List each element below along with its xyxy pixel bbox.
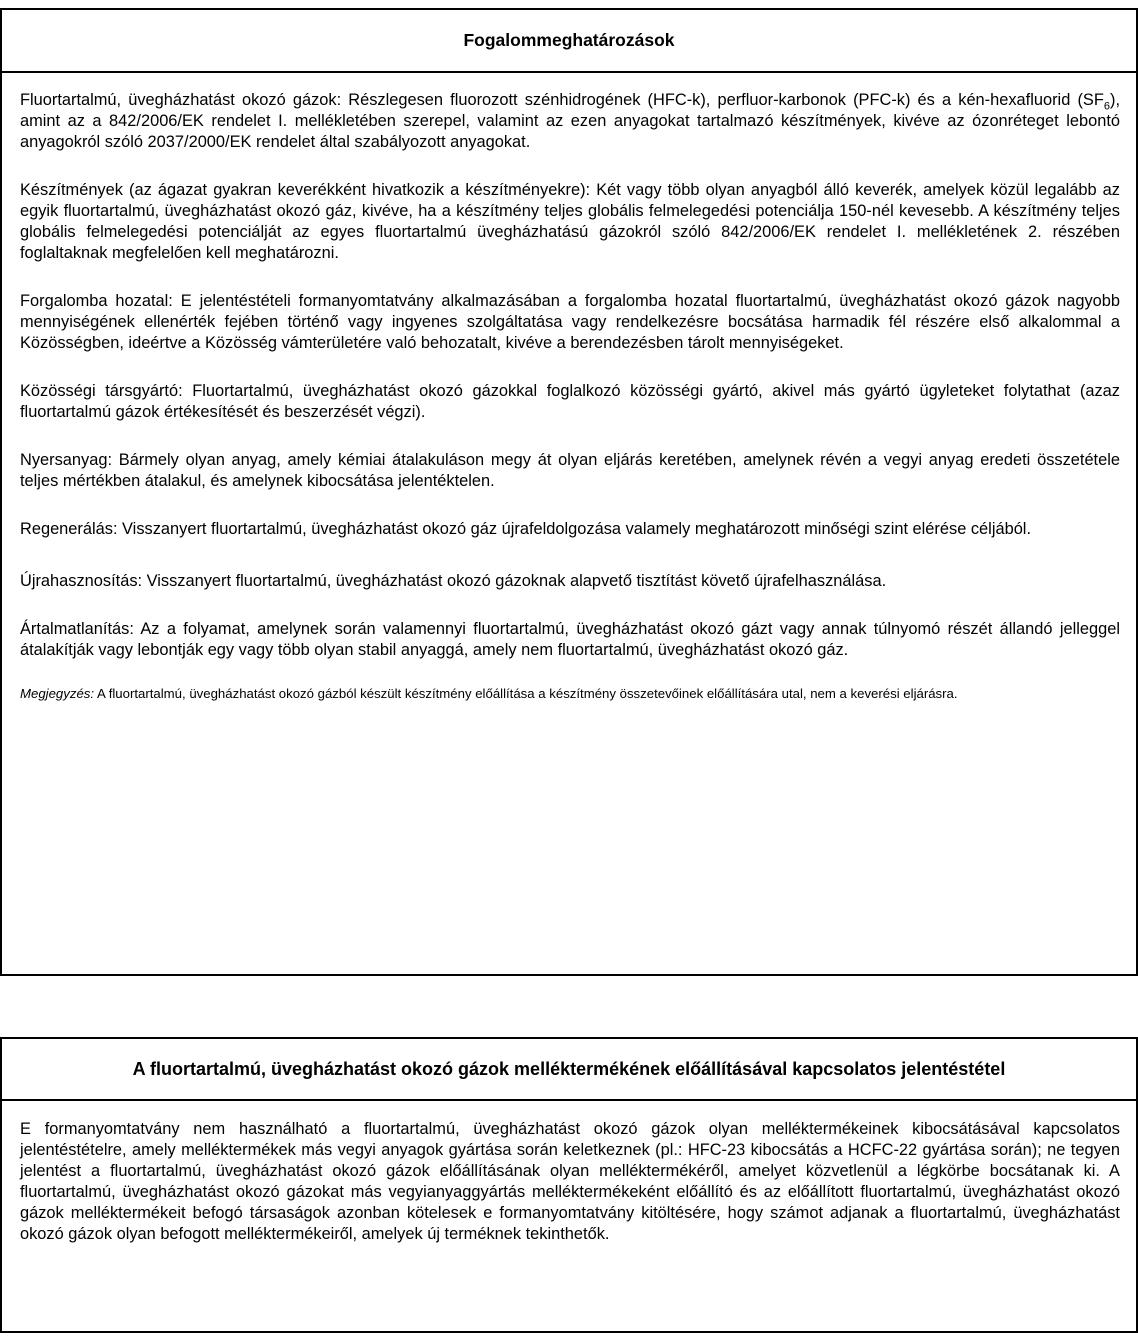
definition-placing-on-market: Forgalomba hozatal: E jelentéstételi formanyomtatvány alkalmazásában a forgalomba hozatal fluortartalmú, üvegházhatást okozó gázok nagyobb mennyiségének ellenérték fejében történő vagy ingyenes szolgáltatása vagy rendelkezésre bocsátása harmadik fél részére első alkalommal a Közösségben, ideértve a Közösség vámterületére való behozatalt, kivéve a berendezésben tárolt mennyiségeket. bbox=[20, 292, 1120, 352]
definition-co-producer: Közösségi társgyártó: Fluortartalmú, üvegházhatást okozó gázokkal foglalkozó közösségi gyártó, akivel más gyártó ügyleteket folytathat (azaz fluortartalmú gázok értékesítését és beszerzését végzi). bbox=[20, 382, 1120, 421]
definition-text: ), amint az a 842/2006/EK rendelet I. mellékletében szerepel, valamint az ezen anyagokat tartalmazó készítmények, kivéve az ózonréteget lebontó anyagokról szóló 2037/2000/EK rendelet által szabályozott anyagokat. bbox=[20, 91, 1120, 151]
definitions-body bbox=[2, 73, 1136, 703]
subscript: 6 bbox=[1103, 100, 1110, 113]
definition-destruction: Ártalmatlanítás: Az a folyamat, amelynek során valamennyi fluortartalmú, üvegházhatást okozó gázt vagy annak túlnyomó részét állandó jelleggel átalakítják vagy lebontják egy vagy több olyan stabil anyaggá, amely nem fluortartalmú, üvegházhatást okozó gáz. bbox=[20, 620, 1120, 659]
definition-recycling: Újrahasznosítás: Visszanyert fluortartalmú, üvegházhatást okozó gázoknak alapvető tisztítást követő újrafelhasználása. bbox=[20, 572, 887, 590]
definition-text: Fluortartalmú, üvegházhatást okozó gázok: Részlegesen fluorozott szénhidrogének (HFC-k), perfluor-karbonok (PFC-k) és a kén-hexafluorid (SF bbox=[20, 91, 1104, 109]
byproduct-box bbox=[0, 1037, 1138, 1333]
note bbox=[20, 684, 1120, 703]
definition-fluorinated-gases bbox=[20, 90, 1120, 153]
byproduct-body bbox=[2, 1101, 1136, 1245]
definition-feedstock: Nyersanyag: Bármely olyan anyag, amely kémiai átalakuláson megy át olyan eljárás keretében, amelynek révén a vegyi anyag eredeti összetétele teljes mértékben átalakul, és amelynek kibocsátása jelentéktelen. bbox=[20, 451, 1120, 490]
definition-preparations: Készítmények (az ágazat gyakran keverékként hivatkozik a készítményekre): Két vagy több olyan anyagból álló keverék, amelyek közül legalább az egyik fluortartalmú, üvegházhatást okozó gáz, kivéve, ha a készítmény teljes globális felmelegedési potenciálja 150-nél kevesebb. A készítmény teljes globális felmelegedési potenciálját az egyes fluortartalmú üvegházhatású gázokról szóló 842/2006/EK rendelet I. mellékletének 2. részében foglaltaknak megfelelően kell meghatározni. bbox=[20, 181, 1120, 262]
byproduct-text: E formanyomtatvány nem használható a fluortartalmú, üvegházhatást okozó gázok olyan melléktermékeinek kibocsátásával kapcsolatos jelentéstételre, amely melléktermékek más vegyi anyagok gyártása során keletkeznek (pl.: HFC-23 kibocsátás a HCFC-22 gyártása során); ne tegyen jelentést a fluortartalmú, üvegházhatást okozó gázok előállításának olyan melléktermékéről, amelyet közvetlenül a légkörbe bocsátanak ki. A fluortartalmú, üvegházhatást okozó gázokat más vegyianyaggyártás melléktermékeként előállító és az előállított fluortartalmú, üvegházhatást okozó gázok melléktermékeit befogó társaságok azonban kötelesek e formanyomtatvány kitöltésére, hogy számot adjanak a fluortartalmú, üvegházhatást okozó gázok olyan befogott melléktermékeiről, amelyek új terméknek tekinthetők. bbox=[20, 1120, 1120, 1243]
definitions-box bbox=[0, 8, 1138, 976]
note-label: Megjegyzés: bbox=[20, 686, 95, 701]
definition-reclamation: Regenerálás: Visszanyert fluortartalmú, üvegházhatást okozó gáz újrafeldolgozása valamely meghatározott minőségi szint elérése céljából. bbox=[20, 520, 1032, 538]
note-text: A fluortartalmú, üvegházhatást okozó gázból készült készítmény előállítása a készítmény összetevőinek előállítására utal, nem a keverési eljárásra. bbox=[94, 686, 958, 701]
definitions-title: Fogalommeghatározások bbox=[2, 10, 1136, 73]
byproduct-title: A fluortartalmú, üvegházhatást okozó gázok melléktermékének előállításával kapcsolatos jelentéstétel bbox=[2, 1039, 1136, 1101]
